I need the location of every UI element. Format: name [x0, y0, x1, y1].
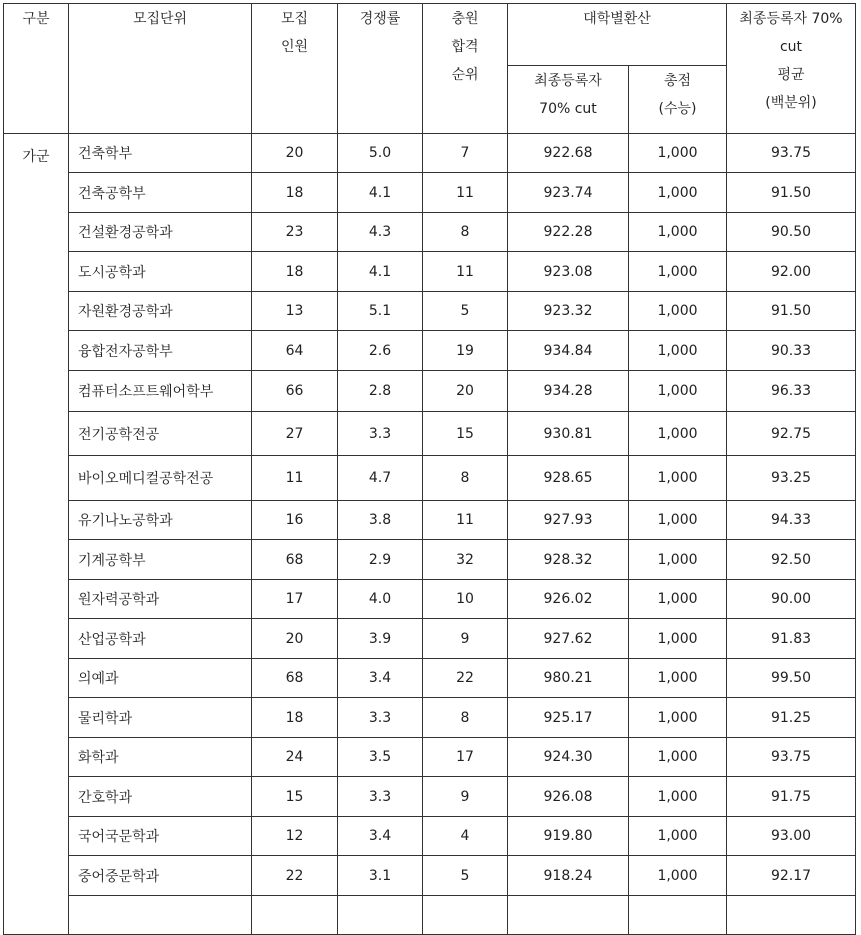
avg-cell: 93.75 — [727, 738, 856, 777]
unit-name-cell: 도시공학과 — [69, 252, 252, 292]
ratio-cell: 4.1 — [338, 252, 423, 292]
recruit-cell: 27 — [252, 412, 338, 456]
cut-cell: 934.84 — [508, 331, 629, 371]
header-recruit-line: 모집 — [280, 11, 309, 27]
rank-cell: 17 — [423, 738, 508, 777]
unit-name-cell: 융합전자공학부 — [69, 331, 252, 371]
unit-name-cell: 유기나노공학과 — [69, 501, 252, 540]
table-body — [4, 134, 856, 935]
table-header — [4, 4, 856, 134]
recruit-cell: 18 — [252, 252, 338, 292]
ratio-cell: 3.1 — [338, 856, 423, 896]
unit-name-cell: 화학과 — [69, 738, 252, 777]
rank-cell: 22 — [423, 659, 508, 698]
avg-cell: 99.50 — [727, 659, 856, 698]
header-avg-line: (백분위) — [765, 95, 817, 111]
total-cell: 1,000 — [629, 777, 727, 817]
rank-cell: 8 — [423, 698, 508, 738]
cut-cell: 923.08 — [508, 252, 629, 292]
recruit-cell: 66 — [252, 371, 338, 412]
unit-name-cell: 산업공학과 — [69, 619, 252, 659]
table-row — [4, 777, 856, 817]
ratio-cell: 2.6 — [338, 331, 423, 371]
cut-cell: 922.68 — [508, 134, 629, 173]
cut-cell: 926.08 — [508, 777, 629, 817]
unit-name-cell: 국어국문학과 — [69, 817, 252, 856]
ratio-cell: 3.4 — [338, 659, 423, 698]
header-avg — [727, 4, 856, 134]
table-row — [4, 619, 856, 659]
header-rank-line: 순위 — [451, 67, 479, 83]
table-row — [4, 501, 856, 540]
group-cell: 가군 — [4, 134, 69, 935]
rank-cell: 9 — [423, 619, 508, 659]
total-cell: 1,000 — [629, 213, 727, 252]
avg-cell: 93.25 — [727, 456, 856, 501]
recruit-cell: 64 — [252, 331, 338, 371]
avg-cell: 94.33 — [727, 501, 856, 540]
avg-cell: 91.50 — [727, 292, 856, 331]
table-row — [4, 292, 856, 331]
rank-cell: 5 — [423, 292, 508, 331]
ratio-cell: 5.1 — [338, 292, 423, 331]
ratio-cell: 3.4 — [338, 817, 423, 856]
recruit-cell: 13 — [252, 292, 338, 331]
cut-cell: 922.28 — [508, 213, 629, 252]
header-cut70-line: 70% cut — [539, 101, 597, 117]
unit-name-cell: 건축공학부 — [69, 173, 252, 213]
ratio-cell: 3.3 — [338, 412, 423, 456]
avg-cell: 93.00 — [727, 817, 856, 856]
total-cell: 1,000 — [629, 698, 727, 738]
avg-cell: 91.75 — [727, 777, 856, 817]
table-row — [4, 412, 856, 456]
cut-cell: 928.65 — [508, 456, 629, 501]
table-row — [4, 134, 856, 173]
rank-cell: 11 — [423, 501, 508, 540]
cut-cell: 925.17 — [508, 698, 629, 738]
unit-name-cell: 원자력공학과 — [69, 580, 252, 619]
total-cell: 1,000 — [629, 501, 727, 540]
rank-cell: 9 — [423, 777, 508, 817]
cut-cell: 928.32 — [508, 540, 629, 580]
recruit-cell: 68 — [252, 540, 338, 580]
header-avg-line: 평균 — [777, 67, 805, 83]
recruit-cell: 24 — [252, 738, 338, 777]
header-cut70 — [508, 66, 629, 134]
ratio-cell: 3.3 — [338, 777, 423, 817]
cut-cell: 919.80 — [508, 817, 629, 856]
ratio-cell: 2.9 — [338, 540, 423, 580]
rank-cell: 8 — [423, 456, 508, 501]
total-cell: 1,000 — [629, 817, 727, 856]
cut-cell: 934.28 — [508, 371, 629, 412]
recruit-cell: 20 — [252, 134, 338, 173]
table-row — [4, 540, 856, 580]
cut-cell: 980.21 — [508, 659, 629, 698]
total-cell: 1,000 — [629, 456, 727, 501]
unit-name-cell: 건축학부 — [69, 134, 252, 173]
cut-cell: 927.93 — [508, 501, 629, 540]
header-rank-line: 충원 — [451, 11, 479, 27]
table-row — [4, 371, 856, 412]
table-row — [4, 698, 856, 738]
header-ratio: 경쟁률 — [338, 4, 423, 134]
ratio-cell: 3.8 — [338, 501, 423, 540]
rank-cell: 19 — [423, 331, 508, 371]
recruit-cell: 20 — [252, 619, 338, 659]
cut-cell: 923.74 — [508, 173, 629, 213]
total-cell: 1,000 — [629, 540, 727, 580]
empty-cell — [252, 896, 338, 935]
table-row — [4, 252, 856, 292]
rank-cell: 11 — [423, 173, 508, 213]
table-row — [4, 213, 856, 252]
header-cut70-line: 최종등록자 — [534, 73, 602, 89]
ratio-cell: 3.5 — [338, 738, 423, 777]
total-cell: 1,000 — [629, 134, 727, 173]
total-cell: 1,000 — [629, 292, 727, 331]
total-cell: 1,000 — [629, 659, 727, 698]
empty-cell — [423, 896, 508, 935]
table-row — [4, 856, 856, 896]
ratio-cell: 4.7 — [338, 456, 423, 501]
table-row — [4, 817, 856, 856]
table-row — [4, 659, 856, 698]
avg-cell: 90.00 — [727, 580, 856, 619]
empty-cell — [727, 896, 856, 935]
unit-name-cell: 의예과 — [69, 659, 252, 698]
header-total — [629, 66, 727, 134]
header-recruit — [252, 4, 338, 134]
header-total-line: 총점 — [663, 73, 692, 89]
ratio-cell: 5.0 — [338, 134, 423, 173]
avg-cell: 90.50 — [727, 213, 856, 252]
unit-name-cell: 컴퓨터소프트웨어학부 — [69, 371, 252, 412]
total-cell: 1,000 — [629, 371, 727, 412]
avg-cell: 91.83 — [727, 619, 856, 659]
rank-cell: 4 — [423, 817, 508, 856]
empty-cell — [629, 896, 727, 935]
total-cell: 1,000 — [629, 331, 727, 371]
recruit-cell: 23 — [252, 213, 338, 252]
empty-cell — [338, 896, 423, 935]
cut-cell: 924.30 — [508, 738, 629, 777]
empty-cell — [508, 896, 629, 935]
ratio-cell: 3.3 — [338, 698, 423, 738]
recruit-cell: 22 — [252, 856, 338, 896]
header-rank — [423, 4, 508, 134]
rank-cell: 7 — [423, 134, 508, 173]
total-cell: 1,000 — [629, 619, 727, 659]
recruit-cell: 15 — [252, 777, 338, 817]
total-cell: 1,000 — [629, 173, 727, 213]
avg-cell: 90.33 — [727, 331, 856, 371]
header-unit: 모집단위 — [69, 4, 252, 134]
recruit-cell: 12 — [252, 817, 338, 856]
rank-cell: 10 — [423, 580, 508, 619]
recruit-cell: 18 — [252, 173, 338, 213]
ratio-cell: 4.0 — [338, 580, 423, 619]
avg-cell: 92.75 — [727, 412, 856, 456]
ratio-cell: 4.3 — [338, 213, 423, 252]
unit-name-cell: 건설환경공학과 — [69, 213, 252, 252]
avg-cell: 91.25 — [727, 698, 856, 738]
recruit-cell: 11 — [252, 456, 338, 501]
total-cell: 1,000 — [629, 856, 727, 896]
rank-cell: 15 — [423, 412, 508, 456]
avg-cell: 96.33 — [727, 371, 856, 412]
avg-cell: 91.50 — [727, 173, 856, 213]
table-row — [4, 580, 856, 619]
rank-cell: 20 — [423, 371, 508, 412]
total-cell: 1,000 — [629, 580, 727, 619]
recruit-cell: 17 — [252, 580, 338, 619]
ratio-cell: 4.1 — [338, 173, 423, 213]
total-cell: 1,000 — [629, 252, 727, 292]
table-row — [4, 331, 856, 371]
recruit-cell: 16 — [252, 501, 338, 540]
cut-cell: 918.24 — [508, 856, 629, 896]
header-recruit-line: 인원 — [280, 39, 309, 55]
table-row — [4, 173, 856, 213]
rank-cell: 32 — [423, 540, 508, 580]
ratio-cell: 2.8 — [338, 371, 423, 412]
table-row — [4, 896, 856, 935]
avg-cell: 92.00 — [727, 252, 856, 292]
header-total-line: (수능) — [658, 101, 697, 117]
avg-cell: 92.50 — [727, 540, 856, 580]
unit-name-cell: 물리학과 — [69, 698, 252, 738]
total-cell: 1,000 — [629, 412, 727, 456]
unit-name-cell: 바이오메디컬공학전공 — [69, 456, 252, 501]
avg-cell: 93.75 — [727, 134, 856, 173]
unit-name-cell: 자원환경공학과 — [69, 292, 252, 331]
table-row — [4, 456, 856, 501]
empty-cell — [69, 896, 252, 935]
unit-name-cell: 전기공학전공 — [69, 412, 252, 456]
table-row — [4, 738, 856, 777]
header-converted: 대학별환산 — [508, 4, 727, 66]
cut-cell: 926.02 — [508, 580, 629, 619]
header-rank-line: 합격 — [451, 39, 479, 55]
total-cell: 1,000 — [629, 738, 727, 777]
rank-cell: 11 — [423, 252, 508, 292]
avg-cell: 92.17 — [727, 856, 856, 896]
rank-cell: 5 — [423, 856, 508, 896]
header-avg-line: cut — [779, 39, 803, 55]
cut-cell: 927.62 — [508, 619, 629, 659]
unit-name-cell: 중어중문학과 — [69, 856, 252, 896]
unit-name-cell: 기계공학부 — [69, 540, 252, 580]
recruit-cell: 68 — [252, 659, 338, 698]
unit-name-cell: 간호학과 — [69, 777, 252, 817]
cut-cell: 923.32 — [508, 292, 629, 331]
header-avg-line: 최종등록자 70% — [739, 11, 843, 27]
cut-cell: 930.81 — [508, 412, 629, 456]
header-gubun: 구분 — [4, 4, 69, 134]
recruit-cell: 18 — [252, 698, 338, 738]
ratio-cell: 3.9 — [338, 619, 423, 659]
rank-cell: 8 — [423, 213, 508, 252]
admission-results-table — [3, 3, 856, 935]
